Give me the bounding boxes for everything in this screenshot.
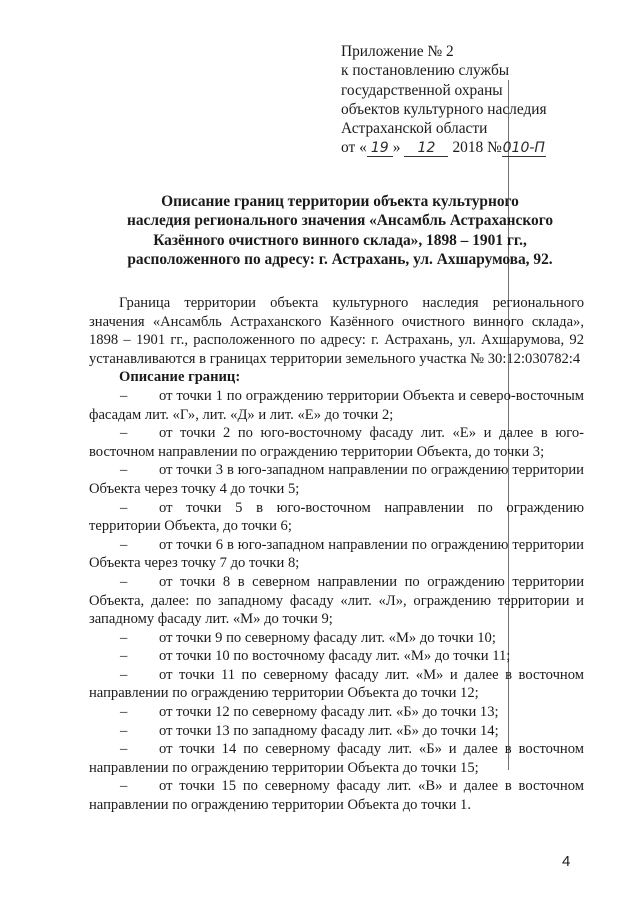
list-dash: – (120, 629, 128, 646)
border-item-text: от точки 5 в юго-восточном направлении по ограждению (159, 499, 584, 516)
intro-line-3: 1898 – 1901 гг., расположенного по адресу: г. Астрахань, ул. Ахшарумова, 92 (89, 332, 584, 349)
border-item-text: от точки 8 в северном направлении по ограждению территории (159, 573, 584, 590)
date-prefix: от « (341, 139, 367, 157)
border-item-text: от точки 1 по ограждению территории Объекта и северо-восточным (159, 387, 584, 404)
border-item-text: от точки 10 по восточному фасаду лит. «М» до точки 11; (159, 648, 511, 665)
border-item (89, 573, 584, 592)
border-item-continuation: направлении по ограждению территории Объекта до точки 15; (89, 759, 479, 776)
border-item-continuation: восточном направлении по ограждению территории Объекта, до точки 3; (89, 443, 545, 460)
list-dash: – (120, 666, 128, 683)
document-body (89, 294, 584, 815)
border-item-continuation: Объекта, далее: по западному фасаду «лит. «Л», ограждению территории и (89, 592, 584, 609)
appendix-header (341, 42, 601, 158)
border-item-text: от точки 3 в юго-западном направлении по ограждению территории (159, 462, 584, 479)
intro-line-1: Граница территории объекта культурного наследия регионального (119, 295, 584, 311)
border-item-text: от точки 12 по северному фасаду лит. «Б» до точки 13; (159, 704, 499, 721)
border-item-continuation: Объекта через точку 7 до точки 8; (89, 555, 300, 572)
date-year: 2018 № (452, 139, 502, 157)
border-item (89, 777, 584, 796)
title-line-2: наследия регионального значения «Ансамбль Астраханского (126, 212, 554, 230)
intro-line-2: значения «Ансамбль Астраханского Казённого очистного винного склада», (89, 313, 584, 330)
list-dash: – (120, 462, 128, 479)
border-item-text: от точки 11 по северному фасаду лит. «М» и далее в восточном (159, 666, 584, 683)
border-item-text: от точки 2 по юго-восточному фасаду лит. «Е» и далее в юго- (159, 425, 584, 442)
border-item-text: от точки 13 по западному фасаду лит. «Б» до точки 14; (159, 722, 499, 739)
border-item (89, 424, 584, 443)
appendix-line-1: Приложение № 2 (341, 43, 454, 60)
border-item (89, 461, 584, 480)
border-item (89, 647, 584, 666)
title-line-3: Казённого очистного винного склада», 1898 – 1901 гг., (153, 231, 527, 249)
list-dash: – (120, 387, 128, 404)
list-dash: – (120, 536, 128, 553)
list-dash: – (120, 425, 128, 442)
list-dash: – (120, 499, 128, 516)
document-title (90, 192, 590, 270)
border-item (89, 703, 584, 722)
list-dash: – (120, 704, 128, 721)
border-item (89, 387, 584, 406)
border-item (89, 666, 584, 685)
title-line-4: расположенного по адресу: г. Астрахань, ул. Ахшарумова, 92. (127, 251, 553, 269)
border-item (89, 536, 584, 555)
appendix-line-4: объектов культурного наследия (341, 100, 547, 118)
intro-line-4: устанавливаются в границах территории земельного участка № 30:12:030782:4 (89, 350, 581, 367)
border-item-text: от точки 14 по северному фасаду лит. «Б» и далее в восточном (159, 741, 584, 758)
list-dash: – (120, 741, 128, 758)
border-item-continuation: западному фасаду лит. «М» до точки 9; (89, 611, 333, 628)
border-item-text: от точки 6 в юго-западном направлении по ограждению территории (159, 536, 584, 553)
title-line-1: Описание границ территории объекта культурного (161, 193, 519, 210)
border-item (89, 629, 584, 648)
document-number: 010-П (502, 140, 545, 157)
border-item (89, 499, 584, 518)
date-mid: » (392, 139, 401, 157)
appendix-line-5: Астраханской области (341, 120, 488, 138)
borders-heading: Описание границ: (119, 369, 241, 386)
border-item-continuation: направлении по ограждению территории Объекта до точки 1. (89, 797, 472, 814)
list-dash: – (120, 722, 128, 739)
border-item-continuation: Объекта через точку 4 до точки 5; (89, 480, 300, 497)
border-item-continuation: направлении по ограждению территории Объекта до точки 12; (89, 685, 479, 702)
date-month: 12 (404, 141, 448, 157)
list-dash: – (120, 648, 128, 665)
border-item-continuation: фасадам лит. «Г», лит. «Д» и лит. «Е» до точки 2; (89, 406, 394, 423)
list-dash: – (120, 778, 128, 795)
border-item (89, 740, 584, 759)
page-number: 4 (562, 853, 571, 870)
border-item-text: от точки 15 по северному фасаду лит. «В» и далее в восточном (159, 778, 584, 795)
date-day: 19 (367, 141, 393, 157)
appendix-line-2: к постановлению службы (341, 62, 510, 80)
border-item-text: от точки 9 по северному фасаду лит. «М» до точки 10; (159, 629, 496, 646)
appendix-line-3: государственной охраны (341, 81, 503, 99)
list-dash: – (120, 573, 128, 590)
border-item (89, 722, 584, 741)
border-item-continuation: территории Объекта, до точки 6; (89, 518, 292, 535)
appendix-date-line (341, 138, 601, 157)
